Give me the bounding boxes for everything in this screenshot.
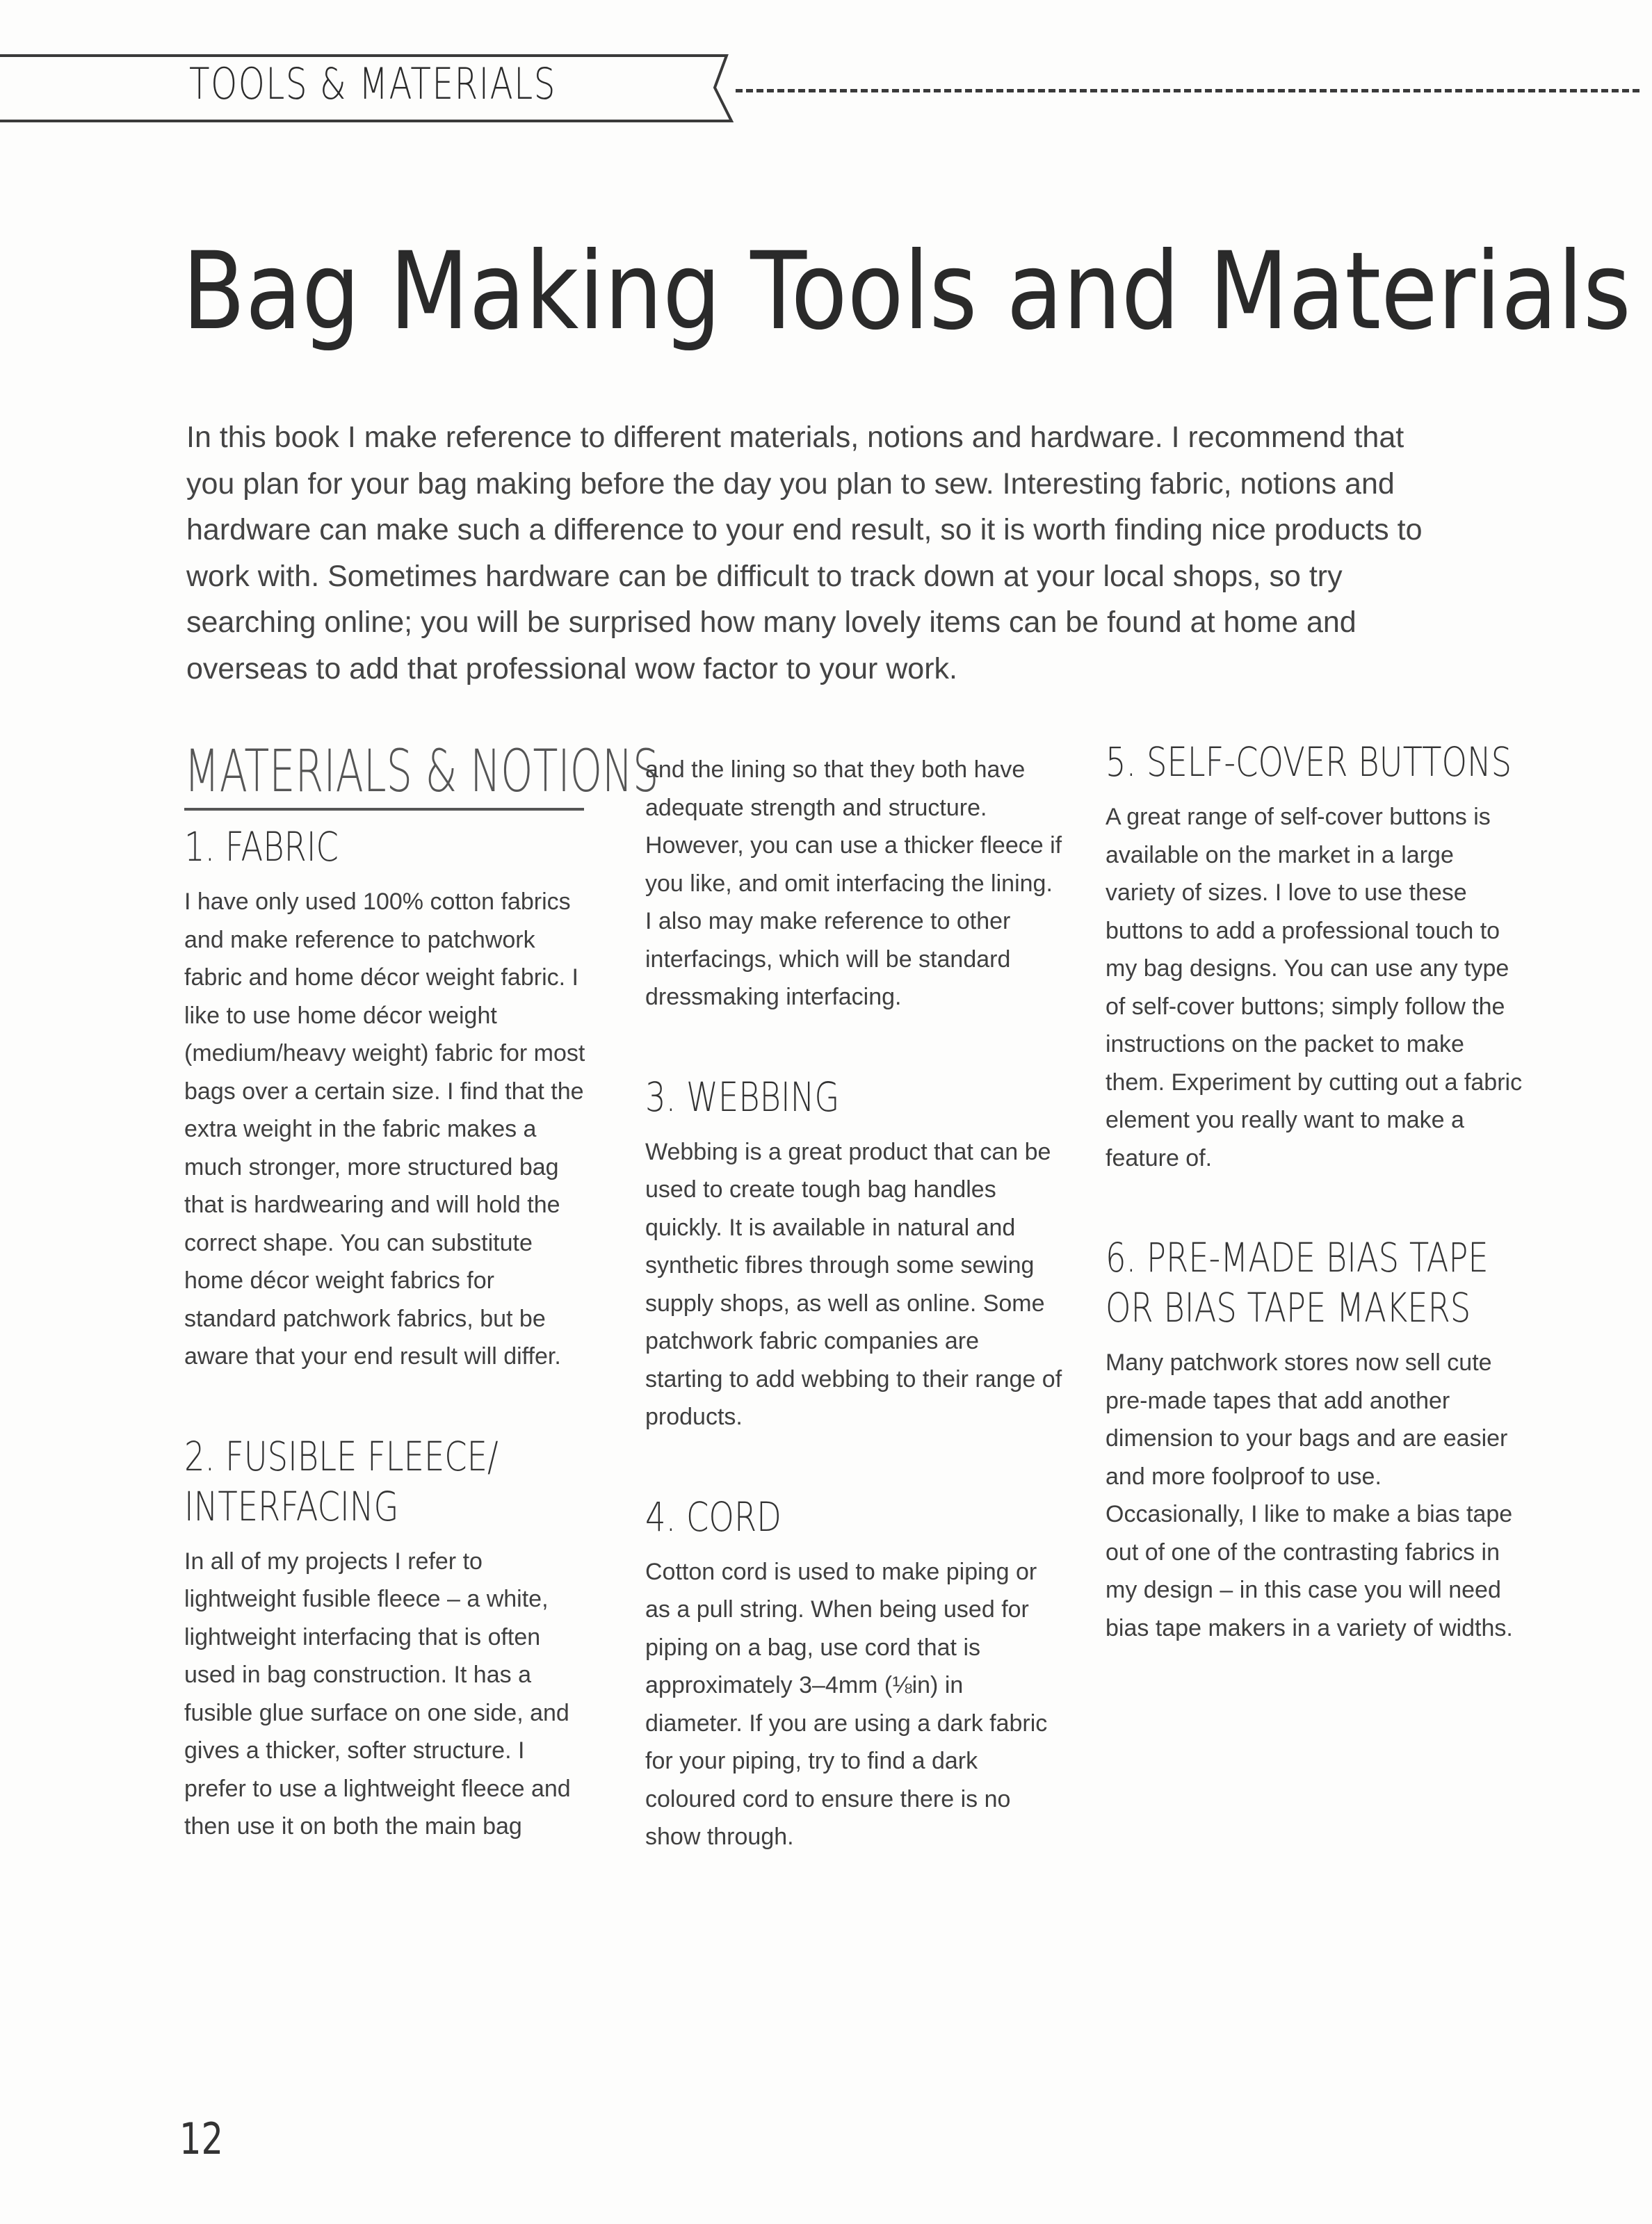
webbing-text: Webbing is a great product that can be used to create tough bag handles quickly. It is available in natural and synthetic fibres through some sewing supply shops, as well as online. Some patchwork fabric companies are starting to add webbing to their range of products. [645,1138,1062,1430]
materials-heading-block [184,737,659,811]
dashed-divider [736,89,1639,92]
section-label: TOOLS & MATERIALS [189,58,557,109]
cord-text: Cotton cord is used to make piping or as a pull string. When being used for piping on a bag, use cord that is approximately 3–4mm (⅛in) in diameter. If you are using a dark fabric for your piping, try to find a dark coloured cord to ensure there is no show through. [645,1558,1048,1850]
bias-text: Many patchwork stores now sell cute pre-made tapes that add another dimension to your bags and are easier and more foolproof to use. Occasionally, I like to make a bias tape out of one of the contrasting fabrics in my design – in this case you will need bias tape makers in a variety of widths. [1106,1349,1513,1641]
fabric-heading: 1. FABRIC [184,823,339,870]
fabric-text: I have only used 100% cotton fabrics and make reference to patchwork fabric and home décor weight fabric. I like to use home décor weight (medium/heavy weight) fabric for most bags over a certain size. I find that the extra weight in the fabric makes a much stronger, more structured bag that is hardwearing and will hold the correct shape. You can substitute home décor weight fabrics for standard patchwork fabrics, but be aware that your end result will differ. [184,888,585,1370]
intro-paragraph: In this book I make reference to different materials, notions and hardware. I recommend that you plan for your bag making before the day you plan to sew. Interesting fabric, notions and hardware can make such a difference to your end result, so it is worth finding nice products to work with. Sometimes hardware can be difficult to track down at your local shops, so try searching online; you will be surprised how many lovely items can be found at home and overseas to add that professional wow factor to your work. [186,421,1423,685]
page-title: Bag Making Tools and Materials [182,229,1631,354]
fleece-text-continued: and the lining so that they both have adequate strength and structure. However, you can use a thicker fleece if you like, and omit interfacing the lining. I also may make reference to other interfacings, which will be standard dressmaking interfacing. [645,756,1062,1010]
webbing-heading: 3. WEBBING [645,1073,840,1121]
materials-heading: MATERIALS & NOTIONS [184,737,659,805]
buttons-heading: 5. SELF-COVER BUTTONS [1106,738,1512,786]
fleece-text: In all of my projects I refer to lightweight fusible fleece – a white, lightweight interfacing that is often used in bag construction. It has a fusible glue surface on one side, and gives a thicker, softer structure. I prefer to use a lightweight fleece and then use it on both the main bag [184,1548,571,1840]
column-3 [1106,737,1523,1647]
bias-heading: 6. PRE-MADE BIAS TAPE OR BIAS TAPE MAKERS [1106,1234,1489,1331]
fleece-heading: 2. FUSIBLE FLEECE/ INTERFACING [184,1432,499,1530]
buttons-text: A great range of self-cover buttons is available on the market in a large variety of sizes. I love to use these buttons to add a professional touch to my bag designs. You can use any type of self-cover buttons; simply follow the instructions on the packet to make them. Experiment by cutting out a fabric element you really want to make a feature of. [1106,804,1523,1171]
cord-heading: 4. CORD [645,1493,782,1541]
page-number: 12 [179,2113,224,2164]
column-2 [645,751,1062,1856]
column-1 [184,737,659,1846]
